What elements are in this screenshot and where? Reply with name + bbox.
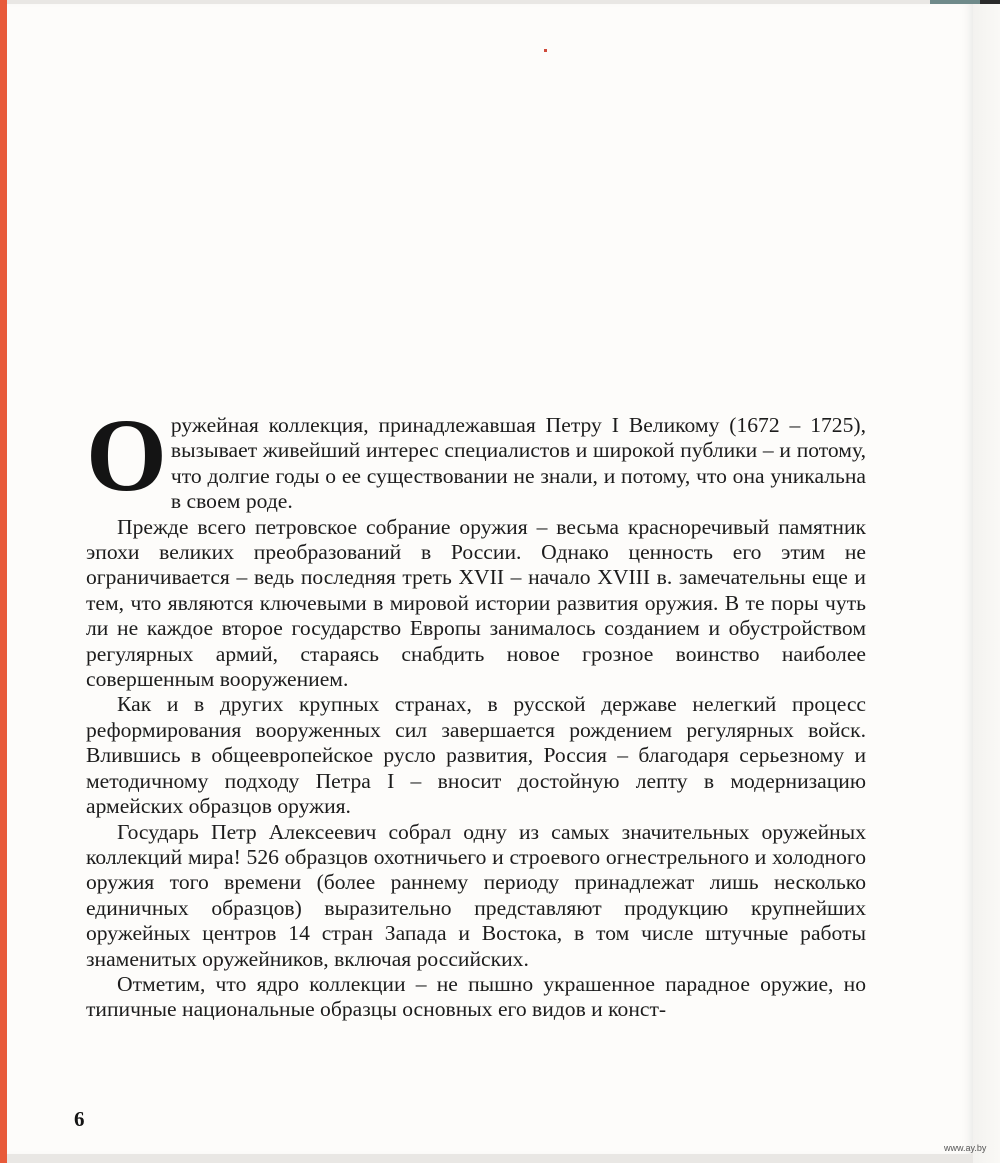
paragraph-2: Прежде всего петровское собрание оружия – весьма красноречивый памятник эпохи великих преобразований в России. Однако ценность его этим не ограничивается – ведь последняя треть XVII – начало XVIII в. замечательны еще и тем, что являются ключевыми в мировой истории развития оружия. В те поры чуть ли не каждое второе государство Европы занималось созданием и обустройством регулярных армий, стараясь снабдить новое грозное воинство наиболее совершенным вооружением. (86, 514, 866, 692)
paragraph-3: Как и в других крупных странах, в русской державе нелегкий процесс реформирования вооруженных сил завершается рождением регулярных войск. Влившись в общеевропейское русло развития, Россия – благодаря серьезному и методичному подходу Петра I – вносит достойную лепту в модернизацию армейских образцов оружия. (86, 692, 866, 819)
watermark-text: www.ay.by (944, 1143, 987, 1153)
paragraph-5: Отметим, что ядро коллекции – не пышно украшенное парадное оружие, но типичные национальные образцы основных его видов и конст- (86, 971, 866, 1022)
paragraph-1-text: ружейная коллекция, принадлежавшая Петру I Великому (1672 – 1725), вызывает живейший интерес специалистов и широкой публики – и потому, что долгие годы о ее существовании не знали, и потому, что она уникальна в своем роде. (170, 413, 866, 514)
paragraph-4: Государь Петр Алексеевич собрал одну из самых значительных оружейных коллекций мира! 526 образцов охотничьего и строевого огнестрельного и холодного оружия того времени (более раннему периоду принадлежат лишь несколько единичных образцов) выразительно представляют продукцию крупнейших оружейных центров 14 стран Запада и Востока, в том числе штучные работы знаменитых оружейников, включая российских. (86, 819, 866, 971)
page-number: 6 (74, 1107, 85, 1131)
dropcap-letter: О (86, 398, 167, 513)
page-margin-right (973, 4, 1000, 1163)
print-mark (544, 49, 547, 52)
body-text (86, 398, 866, 1023)
paragraph-1 (86, 398, 866, 515)
page-edge-left (0, 0, 7, 1163)
